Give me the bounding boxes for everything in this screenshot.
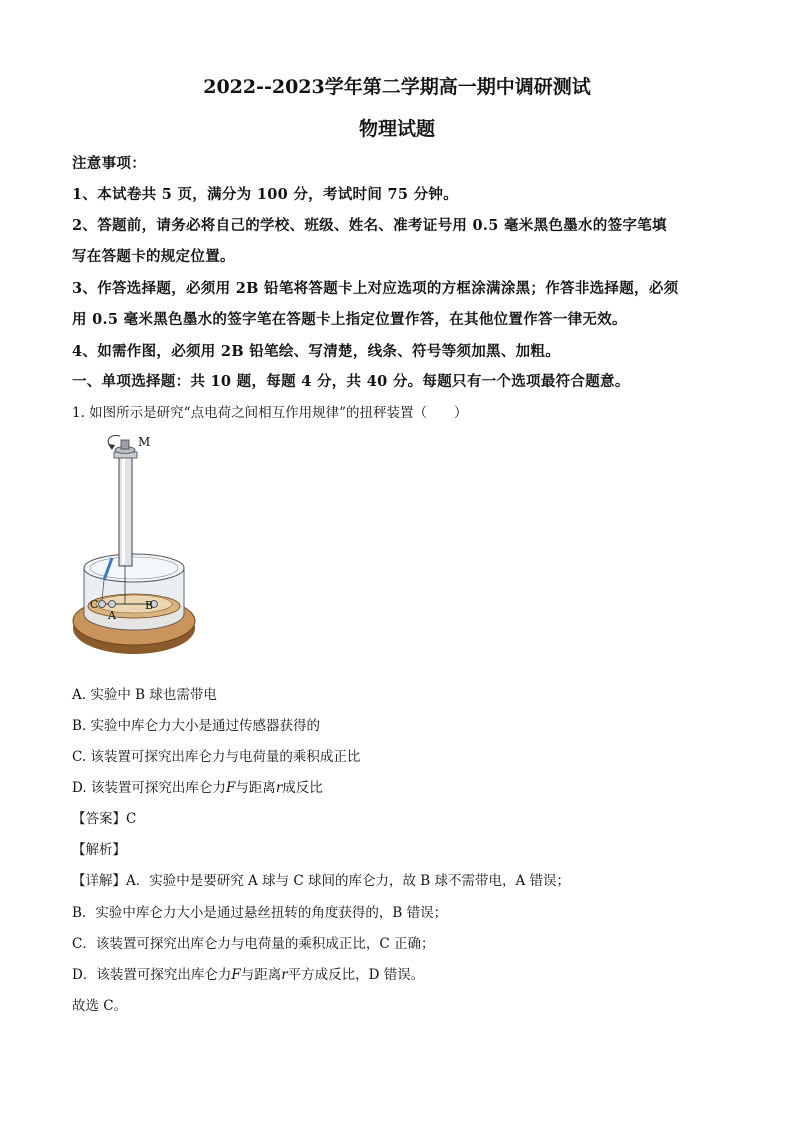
- notice-item-3-line-2: 用 0.5 毫米黑色墨水的签字笔在答题卡上指定位置作答，在其他位置作答一律无效。: [72, 311, 627, 328]
- rotation-arrowhead-icon: [108, 444, 115, 450]
- analysis-line-4-var-r: r: [281, 967, 288, 983]
- exam-title: 2022--2023学年第二学期高一期中调研测试: [203, 76, 591, 98]
- analysis-line-4-var-f: F: [231, 967, 241, 983]
- ball-c: [99, 601, 106, 608]
- analysis-line-4-text-3: 平方成反比，D 错误。: [287, 967, 425, 983]
- analysis-line-3: C．该装置可探究出库仑力与电荷量的乘积成正比，C 正确；: [72, 936, 435, 952]
- analysis-label: 【解析】: [72, 842, 126, 858]
- analysis-line-2: B．实验中库仑力大小是通过悬丝扭转的角度获得的，B 错误；: [72, 905, 448, 921]
- torsion-balance-figure: [68, 428, 198, 668]
- detail-label: 【详解】: [72, 873, 126, 889]
- label-a: A: [108, 609, 116, 622]
- option-d: [72, 776, 323, 796]
- option-d-text-3: 成反比: [282, 780, 323, 796]
- analysis-line-4: [72, 963, 424, 983]
- conclusion: 故选 C。: [72, 998, 128, 1014]
- notice-heading: 注意事项：: [72, 155, 146, 172]
- exam-subtitle: 物理试题: [358, 118, 435, 140]
- notice-item-3-line-1: 3、作答选择题，必须用 2B 铅笔将答题卡上对应选项的方框涂满涂黑；作答非选择题，必须: [72, 280, 679, 297]
- analysis-line-1: [72, 869, 570, 889]
- option-c: C. 该装置可探究出库仑力与电荷量的乘积成正比: [72, 749, 361, 765]
- question-stem: 1. 如图所示是研究“点电荷之间相互作用规律”的扭秤装置（ ）: [72, 405, 468, 421]
- glass-lid: [84, 554, 184, 582]
- option-b: B. 实验中库仑力大小是通过传感器获得的: [72, 718, 321, 734]
- analysis-text-1: A．实验中是要研究 A 球与 C 球间的库仑力，故 B 球不需带电，A 错误；: [126, 873, 571, 889]
- label-b: B: [145, 599, 154, 612]
- ball-a: [109, 601, 116, 608]
- torsion-knob: [121, 440, 129, 449]
- option-d-text-2: 与距离: [235, 780, 276, 796]
- notice-item-2-line-2: 写在答题卡的规定位置。: [72, 248, 235, 265]
- notice-item-4: 4、如需作图，必须用 2B 铅笔绘、写清楚，线条、符号等须加黑、加粗。: [72, 343, 561, 360]
- label-m: M: [138, 435, 151, 449]
- torsion-tube: [119, 456, 132, 566]
- label-c: C: [90, 598, 99, 611]
- notice-item-1: 1、本试卷共 5 页，满分为 100 分，考试时间 75 分钟。: [72, 186, 459, 203]
- option-a: A. 实验中 B 球也需带电: [72, 687, 217, 703]
- answer-value: C: [126, 811, 137, 827]
- analysis-line-4-text-1: D．该装置可探究出库仑力: [72, 967, 232, 983]
- answer-label: 【答案】: [72, 811, 126, 827]
- section-heading: 一、单项选择题：共 10 题，每题 4 分，共 40 分。每题只有一个选项最符合题意。: [72, 373, 630, 390]
- option-d-var-f: F: [225, 780, 236, 796]
- notice-item-2-line-1: 2、答题前，请务必将自己的学校、班级、姓名、准考证号用 0.5 毫米黑色墨水的签字笔填: [72, 217, 667, 234]
- option-d-text-1: D. 该装置可探究出库仑力: [72, 780, 226, 796]
- analysis-line-4-text-2: 与距离: [240, 967, 282, 983]
- answer-line: [72, 807, 136, 827]
- option-d-var-r: r: [275, 780, 283, 796]
- tube-highlight: [122, 458, 125, 564]
